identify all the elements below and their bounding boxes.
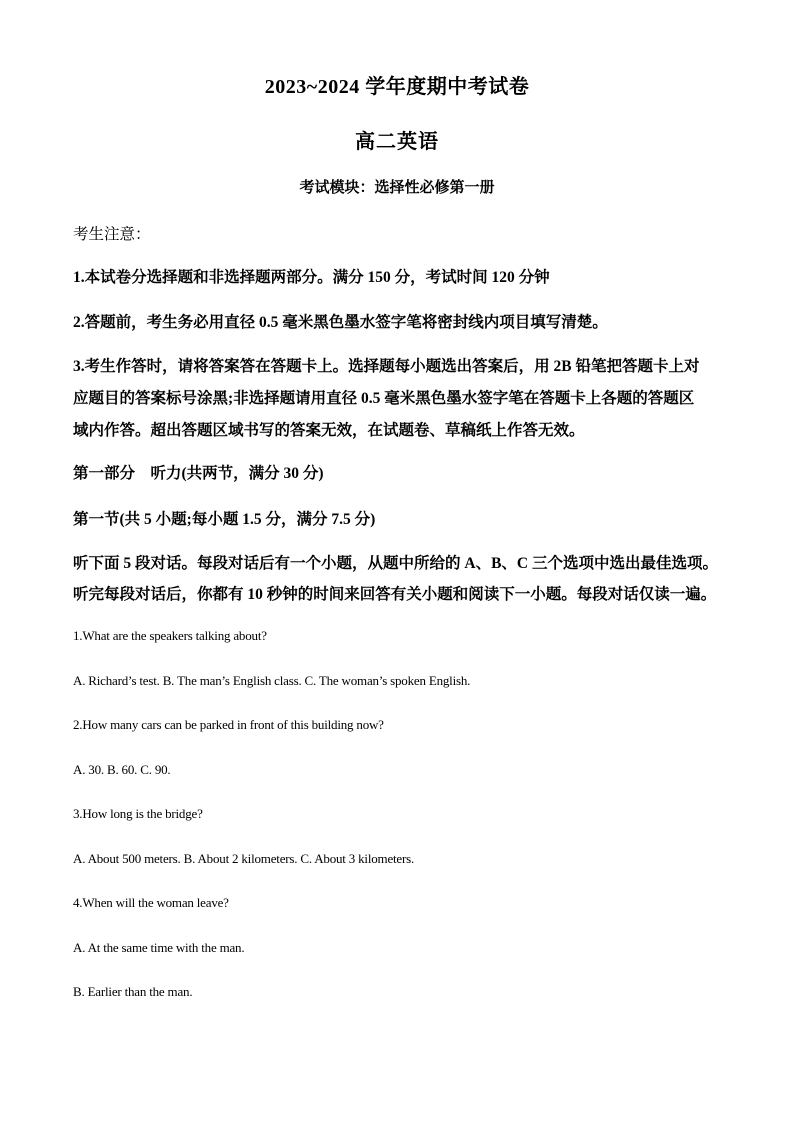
notes-heading: 考生注意： (73, 226, 151, 243)
note-item-3-line-2: 应题目的答案标号涂黑;非选择题请用直径 0.5 毫米黑色墨水签字笔在答题卡上各题的答题区 (73, 390, 695, 407)
question-4-stem: 4.When will the woman leave? (73, 895, 229, 910)
question-1-stem: 1.What are the speakers talking about? (73, 628, 267, 643)
question-4-option-b: B. Earlier than the man. (73, 984, 193, 999)
section1-heading: 第一节(共 5 小题;每小题 1.5 分，满分 7.5 分) (73, 511, 376, 528)
question-2-stem: 2.How many cars can be parked in front of this building now? (73, 717, 384, 732)
note-item-3-line-3: 域内作答。超出答题区域书写的答案无效，在试题卷、草稿纸上作答无效。 (73, 422, 585, 439)
exam-title: 2023~2024 学年度期中考试卷 (264, 76, 530, 98)
instructions-line-1: 听下面 5 段对话。每段对话后有一个小题，从题中所给的 A、B、C 三个选项中选出最佳选项。 (73, 555, 718, 572)
question-4-option-a: A. At the same time with the man. (73, 940, 245, 955)
note-item-2: 2.答题前，考生务必用直径 0.5 毫米黑色墨水签字笔将密封线内项目填写清楚。 (73, 314, 608, 331)
instructions-line-2: 听完每段对话后，你都有 10 秒钟的时间来回答有关小题和阅读下一小题。每段对话仅读一遍。 (73, 586, 717, 603)
question-3-stem: 3.How long is the bridge? (73, 806, 203, 821)
note-item-3-line-1: 3.考生作答时，请将答案答在答题卡上。选择题每小题选出答案后，用 2B 铅笔把答题卡上对 (73, 358, 700, 375)
exam-module: 考试模块：选择性必修第一册 (299, 180, 495, 196)
note-item-1: 1.本试卷分选择题和非选择题两部分。满分 150 分，考试时间 120 分钟 (73, 269, 550, 286)
question-1-options: A. Richard’s test. B. The man’s English class. C. The woman’s spoken English. (73, 673, 471, 688)
question-3-options: A. About 500 meters. B. About 2 kilometers. C. About 3 kilometers. (73, 851, 415, 866)
question-2-options: A. 30. B. 60. C. 90. (73, 762, 171, 777)
subject-title: 高二英语 (355, 131, 439, 153)
part1-heading: 第一部分 听力(共两节，满分 30 分) (73, 465, 324, 482)
